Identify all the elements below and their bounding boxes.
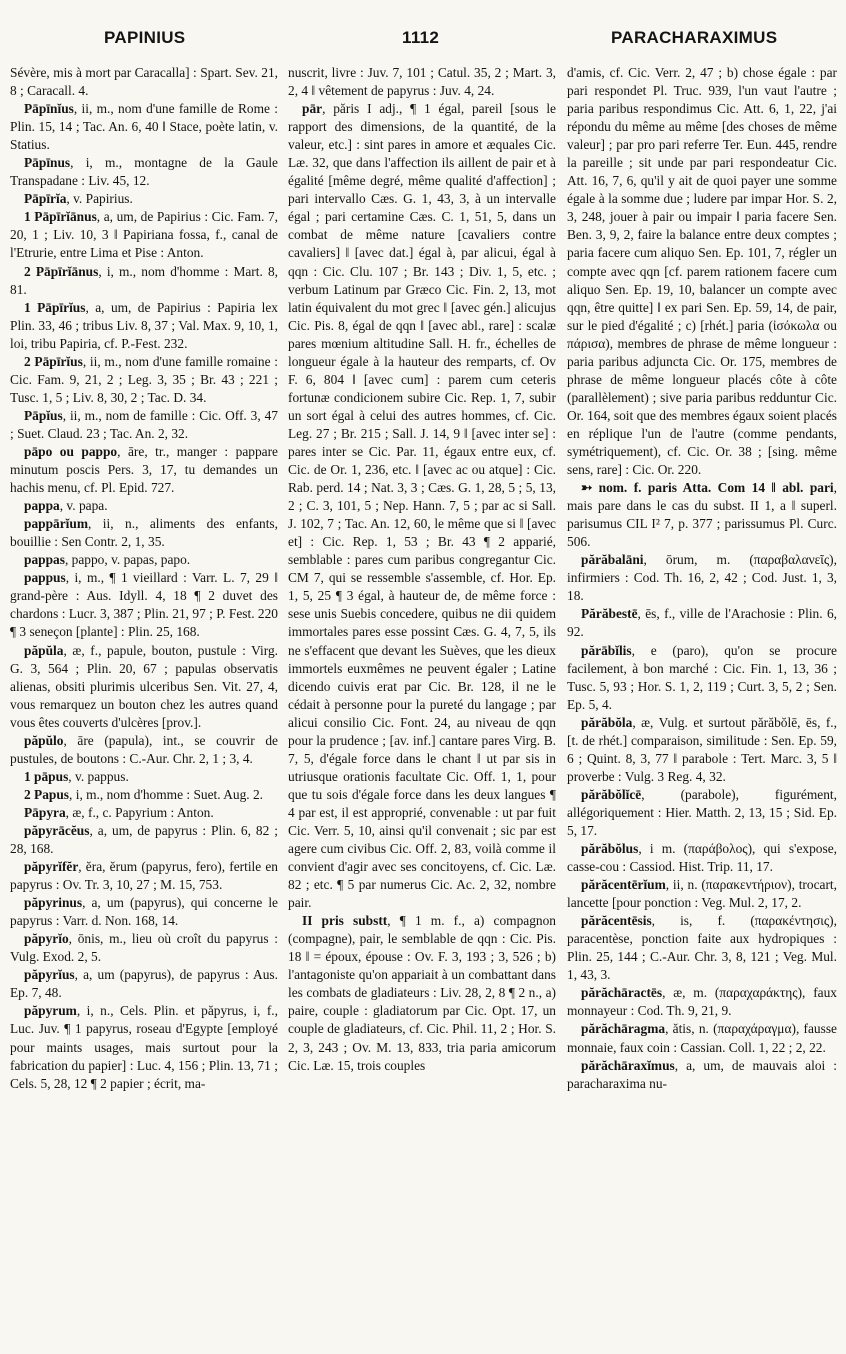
entry-continuation: Sévère, mis à mort par Caracalla] : Spart. Sev. 21, 8 ; Caracall. 4.	[10, 65, 278, 99]
dictionary-entry: pappus, i, m., ¶ 1 vieillard : Varr. L. 7, 29 ‖ grand-père : Aus. Idyll. 4, 18 ¶ 2 duvet des chardons : Lucr. 3, 387 ; Plin. 21, 97 ; P. Fest. 220 ¶ 3 seneçon [plante] : Plin. 25, 168.	[10, 570, 278, 640]
dictionary-entry: păpyrĭo, ōnis, m., lieu où croît du papyrus : Vulg. Exod. 2, 5.	[10, 931, 278, 965]
dictionary-entry: părăcentērĭum, ii, n. (παρακεντήριον), trocart, lancette [pour ponction : Veg. Mul. 2, 17, 2.	[567, 877, 837, 911]
dictionary-entry: părăbŏlus, i m. (παράβολος), qui s'expose, casse-cou : Cassiod. Hist. Trip. 11, 17.	[567, 841, 837, 875]
dictionary-entry: Pāpīnĭus, ii, m., nom d'une famille de Rome : Plin. 15, 14 ; Tac. An. 6, 40 ‖ Stace, poète latin, v. Statius.	[10, 101, 278, 153]
page-number: 1112	[402, 28, 440, 47]
dictionary-entry: pappārĭum, ii, n., aliments des enfants, bouillie : Sen Contr. 2, 1, 35.	[10, 516, 278, 550]
dictionary-entry: păpŭla, æ, f., papule, bouton, pustule : Virg. G. 3, 564 ; Plin. 20, 67 ; papulas observatis alienas, obsiti plurimis ulceribus Sen. Vit. 27, 4, vous remarquez un bouton chez les autres quand vous êtes couverts d'ulcères [prov.].	[10, 642, 278, 730]
dictionary-entry: părăcentēsis, is, f. (παρακέντησις), paracentèse, ponction faite aux hydropiques : Plin. 25, 144 ; C.-Aur. Chr. 3, 8, 121 ; Veg. Mul. 1, 43, 3.	[567, 913, 837, 983]
dictionary-entry: păpyrĭfĕr, ĕra, ĕrum (papyrus, fero), fertile en papyrus : Ov. Tr. 3, 10, 27 ; M. 15, 753.	[10, 859, 278, 893]
entry-continuation: d'amis, cf. Cic. Verr. 2, 47 ; b) chose égale : par pari respondet Pl. Truc. 939, l'un vaut l'autre ; paria paribus respondimus Cic. Att. 6, 1, 22, j'ai répondu du même au même [des choses de même valeur] ; par pro pari referre Ter. Eun. 445, rendre la pareille ; sit unde par pari respondeatur Cic. Att. 16, 7, 6, qu'il y ait de quoi payer une somme égale à la somme due ; ludere par impar Hor. S. 2, 3, 248, jouer à pair ou impair ‖ paria facere Sen. Ben. 3, 9, 2, faire la balance entre deux comptes ; paria facere cum aliquo Sen. Ep. 101, 7, régler un compte avec qqn [cf. parem rationem facere cum aliquo Sen. Ep. 19, 10, balancer un compte avec qqn, être quitte] ‖ ex pari Sen. Ep. 59, 14, de pair, sur le pied d'égalité ; c) [rhét.] paria (ἰσόκωλα ou πάρισα), membres de phrase de même longueur : paria paribus adjuncta Cic. Or. 175, membres de phrase de même longueur placés côte à côte (parallèlement) ; sive paria paribus redduntur Cic. Or. 164, soit que des membres égaux soient placés en réplique l'un de l'autre (comme pendants, symétriquement), cf. Cic. Or. 38 ; [sing. même sens, rare] : Cic. Or. 220.	[567, 65, 837, 478]
dictionary-entry: părăchāraxĭmus, a, um, de mauvais aloi : paracharaxima nu-	[567, 1057, 837, 1091]
dictionary-entry: Pāpīnus, i, m., montagne de la Gaule Transpadane : Liv. 45, 12.	[10, 155, 278, 189]
dictionary-entry: 2 Papus, i, m., nom d'homme : Suet. Aug. 2.	[24, 786, 264, 802]
dictionary-entry: Pāpīrĭa, v. Papirius.	[24, 191, 133, 207]
dictionary-entry: 2 Pāpīrĭus, ii, m., nom d'une famille romaine : Cic. Fam. 9, 21, 2 ; Leg. 3, 35 ; Br. 43 ; 221 ; Tusc. 1, 5 ; Liv. 8, 30, 2 ; Tac. D. 34.	[10, 353, 278, 405]
dictionary-entry: păpyrĭus, a, um (papyrus), de papyrus : Aus. Ep. 7, 48.	[10, 967, 278, 1001]
dictionary-entry: pār, păris I adj., ¶ 1 égal, pareil [sous le rapport des dimensions, de la quantité, de la valeur, etc.] : sint pares in amore et æquales Cic. Læ. 32, que dans l'affection ils aillent de pair et à égalité [même degré, même qualité d'affection] ; pari intervallo Cæs. G. 1, 43, 3, à un intervalle égal ; pari certamine Cæs. C. 1, 51, 5, dans un combat de même nature [cavaliers contre cavaliers] ‖ [avec dat.] égal à, par alicui, égal à qqn : Cic. Clu. 107 ; Br. 143 ; Div. 1, 5, etc. ; verbum Latinum par Græco Cic. Fin. 2, 13, mot latin équivalent du mot grec ‖ [avec gén.] alicujus Cic. Pis. 8, égal de qqn ‖ [avec abl., rare] : scalæ pares mœnium altitudine Sall. H. fr., échelles de longueur égale à la hauteur des remparts, cf. Ov F. 6, 804 ‖ [avec cum] : parem cum ceteris fortunæ condicionem subire Cic. Rep. 1, 7, subir un sort égal à celui des autres hommes, cf. Cic. Leg. 27 ; Br. 215 ; Sall. J. 14, 9 ‖ [avec inter se] : pares inter se Cic. Par. 11, égaux entre eux, cf. Cic. de Or. 1, 236, etc. ‖ [avec ac ou atque] : Cic. Rab. perd. 14 ; Nat. 3, 3 ; Cæs. G. 1, 28, 5 ; 5, 13, 2 ; C. 3, 101, 5 ; Nep. Hann. 7, 5 ; par ac si Sall. J. 102, 7 ; Tac. An. 12, 60, le même que si ‖ [avec et] : Cic. Rep. 1, 53 ; Br. 43 ¶ 2 apparié, semblable : pares cum paribus congregantur Cic. CM 7, qui se ressemble s'assemble, cf. Hor. Ep. 1, 5, 25 ¶ 3 égal, à hauteur de, de même force : sese unis Suebis concedere, quibus ne dii quidem immortales pares esse possint Cæs. G. 4, 7, 5, ils ne s'effacent que devant les Suèves, que les dieux immortels euxmêmes ne peuvent égaler ; Latine dicendo cuivis erat par Cic. Br. 128, il ne le cédait à personne pour la pureté du langage ; par alicui consilio Cic. Font. 24, au niveau de qqn pour la prudence ; [av. inf.] cantare pares Virg. B. 7, 5, d'égale force dans le chant ‖ ut par sis in utriusque orationis facultate Cic. Off. 1, 1, pour que tu sois d'égale force dans les deux langues ¶ 4 par est, il est approprié, convenable : ut par fuit Cic. Verr. 5, 10, ainsi qu'il convenait ; sic par est agere cum civibus Cic. Off. 2, 83, voilà comme il convient d'agir avec ses concitoyens, cf. Cic. Læ. 82 ; etc. ¶ 5 par numerus Cic. Ac. 2, 32, nombre pair.	[288, 101, 556, 911]
dictionary-entry: Părăbestē, ēs, f., ville de l'Arachosie : Plin. 6, 92.	[567, 606, 837, 640]
column-2	[288, 64, 556, 1346]
dictionary-entry: părăchāractēs, æ, m. (παραχαράκτης), faux monnayeur : Cod. Th. 9, 21, 9.	[567, 985, 837, 1019]
dictionary-entry: păpyrum, i, n., Cels. Plin. et păpyrus, i, f., Luc. Juv. ¶ 1 papyrus, roseau d'Egypte [employé pour maints usages, mais surtout pour la fabrication du papier] : Luc. 4, 156 ; Plin. 13, 71 ; Cels. 5, 28, 12 ¶ 2 papier ; écrit, ma-	[10, 1003, 278, 1091]
dictionary-entry: II pris substt, ¶ 1 m. f., a) compagnon (compagne), pair, le semblable de qqn : Cic. Pis. 18 ‖ = époux, épouse : Ov. F. 3, 193 ; 3, 526 ; b) l'antagoniste qu'on appariait à un combattant dans les combats de gladiateurs : Liv. 28, 2, 8 ¶ 2 n., a) paire, couple : gladiatorum par Cic. Opt. 17, un couple de gladiateurs, cf. Cic. Phil. 11, 2 ; Hor. S. 2, 3, 243 ; Ov. M. 13, 833, tria paria amicorum Cic. Læ. 15, trois couples	[288, 913, 556, 1073]
dictionary-entry: păpyrinus, a, um (papyrus), qui concerne le papyrus : Varr. d. Non. 168, 14.	[10, 895, 278, 929]
dictionary-entry: 2 Pāpīrĭānus, i, m., nom d'homme : Mart. 8, 81.	[10, 263, 278, 297]
dictionary-entry: păpyrācĕus, a, um, de papyrus : Plin. 6, 82 ; 28, 168.	[10, 822, 278, 857]
dictionary-entry: pappas, pappo, v. papas, papo.	[24, 552, 191, 568]
dictionary-entry: părābĭlis, e (paro), qu'on se procure facilement, à bon marché : Cic. Fin. 1, 13, 36 ; Tusc. 5, 93 ; Hor. S. 1, 2, 119 ; Curt. 3, 5, 2 ; Sen. Ep. 5, 4.	[567, 642, 837, 712]
header-left-guideword: PAPINIUS	[104, 28, 186, 47]
dictionary-entry: părăbalāni, ōrum, m. (παραβαλανεῖς), infirmiers : Cod. Th. 16, 2, 42 ; Cod. Just. 1, 3, 18.	[567, 552, 837, 604]
dictionary-entry: părăchāragma, ătis, n. (παραχάραγμα), fausse monnaie, faux coin : Cassian. Coll. 1, 22 ; 2, 22.	[567, 1021, 837, 1055]
dictionary-entry: Pāpyra, æ, f., c. Papyrium : Anton.	[24, 804, 214, 820]
dictionary-entry: părăbŏlĭcē, (parabole), figurément, allégoriquement : Hier. Matth. 2, 13, 15 ; Sid. Ep. 5, 17.	[567, 786, 837, 838]
dictionary-entry: pāpo ou pappo, āre, tr., manger : pappare minutum poscis Pers. 3, 17, tu demandes un hachis menu, cf. Pl. Epid. 727.	[10, 443, 278, 496]
entry-continuation: nuscrit, livre : Juv. 7, 101 ; Catul. 35, 2 ; Mart. 3, 2, 4 ‖ vêtement de papyrus : Juv. 4, 24.	[288, 65, 556, 99]
dictionary-entry: 1 pāpus, v. pappus.	[24, 768, 129, 784]
dictionary-entry: părăbŏla, æ, Vulg. et surtout părăbŏlē, ēs, f., [t. de rhét.] comparaison, similitude : Sen. Ep. 59, 6 ; Quint. 8, 3, 77 ‖ parabole : Tert. Marc. 3, 5 ‖ proverbe : Vulg. 3 Reg. 4, 32.	[567, 714, 837, 784]
column-3	[567, 64, 837, 1346]
header-right-guideword: PARACHARAXIMUS	[611, 28, 778, 47]
dictionary-entry: Pāpĭus, ii, m., nom de famille : Cic. Off. 3, 47 ; Suet. Claud. 23 ; Tac. An. 2, 32.	[10, 407, 278, 441]
column-1	[10, 64, 278, 1346]
dictionary-entry: ➳ nom. f. paris Atta. Com 14 ‖ abl. pari, mais pare dans le cas du subst. II 1, a ‖ superl. parisumus CIL I² 7, p. 377 ; parissumus Pl. Curc. 506.	[567, 480, 837, 550]
dictionary-entry: 1 Pāpīrĭus, a, um, de Papirius : Papiria lex Plin. 33, 46 ; tribus Liv. 8, 37 ; Val. Max. 9, 10, 1, loi, tribu Papiria, cf. P.-Fest. 232.	[10, 299, 278, 351]
running-header	[0, 28, 846, 58]
dictionary-entry: păpŭlo, āre (papula), int., se couvrir de pustules, de boutons : C.-Aur. Chr. 2, 1 ; 3, 4.	[10, 732, 278, 766]
dictionary-entry: 1 Pāpīrĭānus, a, um, de Papirius : Cic. Fam. 7, 20, 1 ; Liv. 10, 3 ‖ Papiriana fossa, f., canal de l'Etrurie, entre Lima et Pise : Anton.	[10, 209, 278, 261]
dictionary-entry: pappa, v. papa.	[24, 498, 108, 514]
